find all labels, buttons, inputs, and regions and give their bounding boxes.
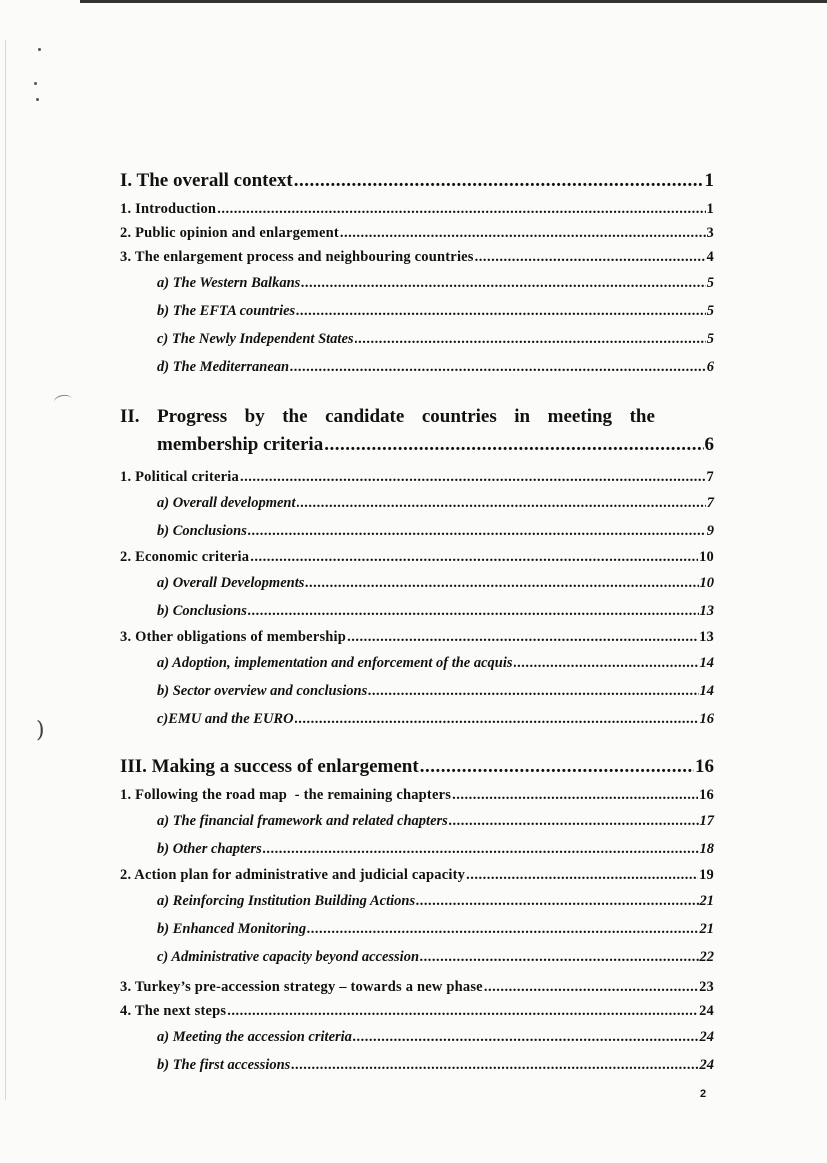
toc-leader [475,245,706,269]
scan-arc-mark [53,394,73,408]
toc-page: 24 [699,1003,714,1019]
toc-leader [301,269,705,297]
toc-title: c) Administrative capacity beyond accession [157,949,420,965]
toc-title: III. Making a success of enlargement [120,756,419,777]
toc-title: 3. The enlargement process and neighbouring countries [120,249,474,265]
toc-leader [248,517,706,545]
page-edge-line [5,40,6,1100]
page-number: 2 [700,1088,707,1100]
toc-leader [340,221,706,245]
scan-speck [34,82,37,85]
toc-item-3-2b[interactable] [120,915,714,943]
toc-entry-1-2[interactable] [120,221,714,245]
toc-entry-1-3[interactable] [120,245,714,269]
toc-item-2-2a[interactable] [120,569,714,597]
toc-title: a) Adoption, implementation and enforcement of the acquis [157,655,513,671]
toc-page: 16 [699,787,714,803]
toc-page: 14 [699,655,714,671]
toc-page: 6 [704,434,714,455]
toc-page: 21 [699,921,714,937]
toc-title: c) The Newly Independent States [157,331,354,347]
toc-leader [416,887,698,915]
toc-page: 19 [699,867,714,883]
toc-page: 1 [704,170,714,191]
toc-word: in [514,406,531,427]
toc-page: 10 [699,575,714,591]
toc-page: 24 [699,1057,714,1073]
toc-entry-3-4[interactable] [120,999,714,1023]
toc-page: 6 [706,359,714,375]
scan-speck [38,48,41,51]
table-of-contents [120,165,714,1079]
toc-leader [420,943,698,971]
toc-title: 1. Political criteria [120,469,239,485]
toc-item-1-3d[interactable] [120,353,714,381]
toc-page: 5 [706,275,714,291]
toc-leader [240,465,706,489]
toc-page: 23 [699,979,714,995]
toc-title: b) Conclusions [157,523,247,539]
toc-page: 18 [699,841,714,857]
toc-title: b) Enhanced Monitoring [157,921,307,937]
toc-section-1[interactable] [120,165,714,197]
toc-leader [307,915,698,943]
toc-leader [305,569,698,597]
toc-word: the [629,406,655,427]
toc-title: 4. The next steps [120,1003,227,1019]
toc-item-3-2c[interactable] [120,943,714,971]
toc-leader [420,751,694,783]
toc-title: 1. Following the road map - the remaining chapters [120,787,452,803]
toc-page: 21 [699,893,714,909]
toc-section-2-line1 [120,403,655,431]
toc-title: b) Sector overview and conclusions [157,683,368,699]
toc-page: 5 [706,331,714,347]
toc-section-3[interactable] [120,751,714,783]
toc-leader [449,807,699,835]
toc-page: 22 [699,949,714,965]
toc-page: 5 [706,303,714,319]
toc-leader [227,999,698,1023]
toc-page: 9 [706,523,714,539]
toc-item-1-3b[interactable] [120,297,714,325]
toc-section-2-line2 [120,431,714,459]
toc-page: 17 [699,813,714,829]
toc-item-1-3a[interactable] [120,269,714,297]
toc-leader [347,625,698,649]
toc-page: 7 [706,469,714,485]
toc-item-2-1b[interactable] [120,517,714,545]
toc-title: b) Other chapters [157,841,262,857]
toc-page: 14 [699,683,714,699]
toc-leader [217,197,705,221]
toc-page: 16 [695,756,714,777]
toc-leader [250,545,698,569]
toc-page: 3 [706,225,714,241]
toc-entry-1-1[interactable] [120,197,714,221]
toc-page: 1 [706,201,714,217]
toc-word: meeting [547,406,613,427]
toc-leader [368,677,698,705]
toc-leader [248,597,699,625]
toc-title: a) The Western Balkans [157,275,301,291]
toc-item-3-1b[interactable] [120,835,714,863]
toc-item-2-3c[interactable] [120,705,714,733]
toc-item-1-3c[interactable] [120,325,714,353]
toc-title: I. The overall context [120,170,293,191]
toc-title: a) The financial framework and related chapters [157,813,448,829]
toc-leader [290,353,706,381]
toc-word: by [244,406,265,427]
toc-title: b) The EFTA countries [157,303,296,319]
toc-entry-2-2[interactable] [120,545,714,569]
toc-item-2-2b[interactable] [120,597,714,625]
toc-section-2[interactable] [120,403,714,459]
toc-entry-3-2[interactable] [120,863,714,887]
toc-word: Progress [157,406,228,427]
toc-item-3-1a[interactable] [120,807,714,835]
toc-leader [295,705,699,733]
toc-word: II. [120,406,140,427]
toc-title: a) Meeting the accession criteria [157,1029,352,1045]
scan-speck [36,98,39,101]
toc-leader [514,649,699,677]
toc-title: a) Overall Developments [157,575,305,591]
toc-title: 2. Public opinion and enlargement [120,225,339,241]
toc-page: 13 [699,603,714,619]
toc-leader [263,835,699,863]
toc-page: 13 [699,629,714,645]
toc-item-3-2a[interactable] [120,887,714,915]
toc-word: the [282,406,308,427]
toc-title: 2. Economic criteria [120,549,250,565]
toc-title: b) Conclusions [157,603,247,619]
toc-leader [297,489,706,517]
toc-title: a) Reinforcing Institution Building Actions [157,893,416,909]
toc-page: 24 [699,1029,714,1045]
toc-entry-3-1[interactable] [120,783,714,807]
toc-item-3-4b[interactable] [120,1051,714,1079]
toc-leader [484,975,698,999]
toc-item-2-1a[interactable] [120,489,714,517]
toc-item-3-4a[interactable] [120,1023,714,1051]
toc-title: 2. Action plan for administrative and judicial capacity [120,867,466,883]
toc-item-2-3a[interactable] [120,649,714,677]
toc-title: membership criteria [157,434,324,455]
top-rule [80,0,827,3]
toc-title: a) Overall development [157,495,296,511]
toc-page: 7 [706,495,714,511]
toc-item-2-3b[interactable] [120,677,714,705]
toc-leader [296,297,706,325]
toc-entry-2-3[interactable] [120,625,714,649]
toc-leader [355,325,706,353]
toc-word: candidate [325,406,405,427]
toc-leader [294,165,704,197]
toc-title: 1. Introduction [120,201,217,217]
toc-leader [466,863,698,887]
toc-title: b) The first accessions [157,1057,291,1073]
toc-page: 10 [699,549,714,565]
toc-leader [324,431,703,459]
toc-title: d) The Mediterranean [157,359,290,375]
toc-title: c)EMU and the EURO [157,711,294,727]
toc-leader [353,1023,699,1051]
toc-title: 3. Other obligations of membership [120,629,347,645]
toc-page: 16 [699,711,714,727]
toc-title: 3. Turkey’s pre-accession strategy – towards a new phase [120,979,483,995]
toc-entry-3-3[interactable] [120,975,714,999]
toc-leader [291,1051,698,1079]
scan-paren-mark: ) [36,718,45,743]
toc-leader [452,783,698,807]
toc-entry-2-1[interactable] [120,465,714,489]
toc-word: countries [421,406,497,427]
toc-page: 4 [706,249,714,265]
